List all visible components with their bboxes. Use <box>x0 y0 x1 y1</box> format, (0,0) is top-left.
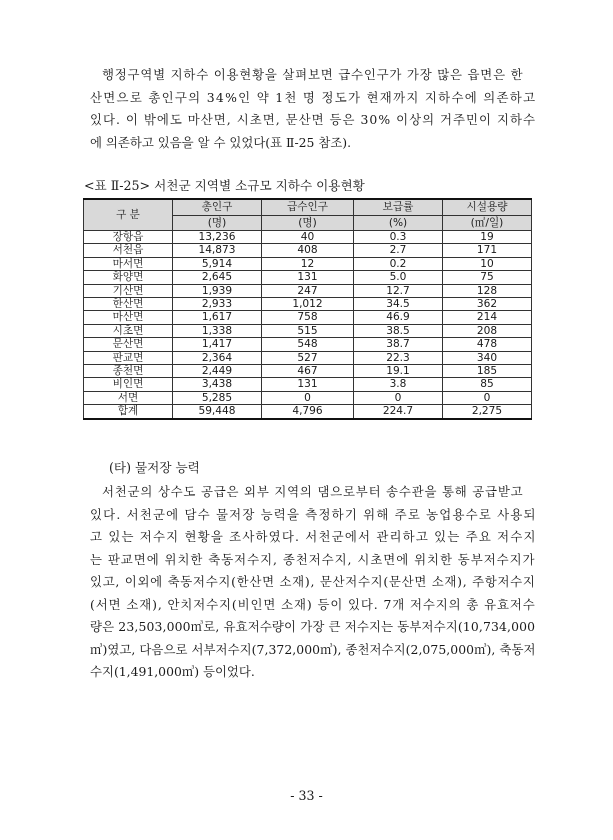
cell-facility-capacity: 185 <box>443 365 532 378</box>
table-row <box>84 311 532 324</box>
cell-total-population: 5,285 <box>173 391 262 404</box>
table-row <box>84 378 532 391</box>
cell-total-population: 2,364 <box>173 351 262 364</box>
cell-facility-capacity: 10 <box>443 257 532 270</box>
unit-served-population: (명) <box>262 215 354 231</box>
cell-served-population: 1,012 <box>262 298 354 311</box>
cell-served-population: 515 <box>262 324 354 337</box>
cell-region: 문산면 <box>84 338 173 351</box>
cell-served-population: 0 <box>262 391 354 404</box>
cell-served-population: 131 <box>262 378 354 391</box>
paragraph-groundwater-usage <box>90 64 535 154</box>
table-row <box>84 271 532 284</box>
table-row <box>84 338 532 351</box>
paragraph-line: 있다. 이 밖에도 마산면, 시초면, 문산면 등은 30% 이상의 거주민이 지하수 <box>90 112 536 127</box>
cell-coverage-rate: 5.0 <box>354 271 443 284</box>
cell-coverage-rate: 19.1 <box>354 365 443 378</box>
cell-region: 합계 <box>84 405 173 419</box>
cell-served-population: 758 <box>262 311 354 324</box>
cell-total-population: 5,914 <box>173 257 262 270</box>
cell-coverage-rate: 34.5 <box>354 298 443 311</box>
cell-coverage-rate: 2.7 <box>354 244 443 257</box>
cell-coverage-rate: 224.7 <box>354 405 443 419</box>
table-body <box>84 231 532 419</box>
paragraph-line: 수지(1,491,000㎥) 등이었다. <box>90 664 255 679</box>
cell-total-population: 2,645 <box>173 271 262 284</box>
cell-region: 서천읍 <box>84 244 173 257</box>
cell-total-population: 2,933 <box>173 298 262 311</box>
table-caption: <표 Ⅱ-25> 서천군 지역별 소규모 지하수 이용현황 <box>84 178 365 193</box>
cell-total-population: 2,449 <box>173 365 262 378</box>
table-row <box>84 324 532 337</box>
groundwater-table-container <box>83 198 531 420</box>
cell-coverage-rate: 0 <box>354 391 443 404</box>
paragraph-line: 량은 23,503,000㎥로, 유효저수량이 가장 큰 저수지는 동부저수지(10,734,000 <box>90 619 536 634</box>
cell-facility-capacity: 85 <box>443 378 532 391</box>
table-row <box>84 257 532 270</box>
cell-region: 장항읍 <box>84 231 173 244</box>
cell-facility-capacity: 2,275 <box>443 405 532 419</box>
paragraph-line: (서면 소재), 안치저수지(비인면 소재) 등이 있다. 7개 저수지의 총 유효저수 <box>90 596 536 612</box>
table-row <box>84 391 532 404</box>
cell-total-population: 59,448 <box>173 405 262 419</box>
table-total-row <box>84 405 532 419</box>
cell-total-population: 1,338 <box>173 324 262 337</box>
paragraph-line: 있다. 서천군에 담수 물저장 능력을 측정하기 위해 주로 농업용수로 사용되 <box>90 506 537 522</box>
unit-facility-capacity: (㎥/일) <box>443 215 532 231</box>
paragraph-line: 에 의존하고 있음을 알 수 있었다(표 Ⅱ-25 참조). <box>90 134 352 150</box>
cell-facility-capacity: 478 <box>443 338 532 351</box>
paragraph-line: 산면으로 총인구의 34%인 약 1천 명 정도가 현재까지 지하수에 의존하고 <box>90 89 537 105</box>
cell-coverage-rate: 46.9 <box>354 311 443 324</box>
cell-total-population: 3,438 <box>173 378 262 391</box>
table-row <box>84 365 532 378</box>
cell-total-population: 14,873 <box>173 244 262 257</box>
cell-served-population: 40 <box>262 231 354 244</box>
cell-facility-capacity: 75 <box>443 271 532 284</box>
paragraph-line: 는 판교면에 위치한 축동저수지, 종천저수지, 시초면에 위치한 동부저수지가 <box>90 551 536 567</box>
cell-served-population: 4,796 <box>262 405 354 419</box>
header-served-population: 급수인구 <box>262 199 354 215</box>
table-row <box>84 351 532 364</box>
cell-coverage-rate: 12.7 <box>354 284 443 297</box>
paragraph-line: 고 있는 저수지 현황을 조사하였다. 서천군에서 관리하고 있는 주요 저수지 <box>90 529 537 544</box>
cell-facility-capacity: 19 <box>443 231 532 244</box>
cell-region: 기산면 <box>84 284 173 297</box>
table-row <box>84 284 532 297</box>
paragraph-line: 행정구역별 지하수 이용현황을 살펴보면 급수인구가 가장 많은 읍면은 한 <box>102 67 524 82</box>
cell-facility-capacity: 362 <box>443 298 532 311</box>
cell-facility-capacity: 171 <box>443 244 532 257</box>
header-total-population: 총인구 <box>173 199 262 215</box>
cell-region: 마서면 <box>84 257 173 270</box>
cell-coverage-rate: 0.3 <box>354 231 443 244</box>
cell-region: 서면 <box>84 391 173 404</box>
cell-served-population: 548 <box>262 338 354 351</box>
cell-region: 시초면 <box>84 324 173 337</box>
cell-coverage-rate: 38.7 <box>354 338 443 351</box>
table-header-row <box>84 199 532 215</box>
paragraph-line: ㎥)였고, 다음으로 서부저수지(7,372,000㎥), 종천저수지(2,075,000㎥), 축동저 <box>90 641 536 657</box>
paragraph-water-storage <box>90 481 535 684</box>
cell-served-population: 131 <box>262 271 354 284</box>
cell-region: 비인면 <box>84 378 173 391</box>
cell-served-population: 527 <box>262 351 354 364</box>
unit-total-population: (명) <box>173 215 262 231</box>
header-coverage-rate: 보급률 <box>354 199 443 215</box>
cell-coverage-rate: 22.3 <box>354 351 443 364</box>
cell-total-population: 1,417 <box>173 338 262 351</box>
cell-served-population: 12 <box>262 257 354 270</box>
cell-facility-capacity: 128 <box>443 284 532 297</box>
cell-facility-capacity: 214 <box>443 311 532 324</box>
table-row <box>84 231 532 244</box>
cell-region: 화양면 <box>84 271 173 284</box>
cell-coverage-rate: 3.8 <box>354 378 443 391</box>
page-number: - 33 - <box>290 788 323 803</box>
cell-total-population: 1,617 <box>173 311 262 324</box>
cell-coverage-rate: 38.5 <box>354 324 443 337</box>
cell-region: 마산면 <box>84 311 173 324</box>
cell-facility-capacity: 0 <box>443 391 532 404</box>
paragraph-line: 있고, 이외에 축동저수지(한산면 소재), 문산저수지(문산면 소재), 주항저수지 <box>90 574 536 589</box>
cell-coverage-rate: 0.2 <box>354 257 443 270</box>
cell-total-population: 13,236 <box>173 231 262 244</box>
unit-coverage-rate: (%) <box>354 215 443 231</box>
cell-served-population: 467 <box>262 365 354 378</box>
cell-served-population: 408 <box>262 244 354 257</box>
cell-region: 한산면 <box>84 298 173 311</box>
header-region: 구 분 <box>84 199 173 231</box>
cell-region: 판교면 <box>84 351 173 364</box>
cell-region: 종천면 <box>84 365 173 378</box>
cell-total-population: 1,939 <box>173 284 262 297</box>
header-facility-capacity: 시설용량 <box>443 199 532 215</box>
table-row <box>84 298 532 311</box>
section-heading-water-storage: (타) 물저장 능력 <box>109 460 200 475</box>
paragraph-line: 서천군의 상수도 공급은 외부 지역의 댐으로부터 송수관을 통해 공급받고 <box>102 484 524 499</box>
cell-served-population: 247 <box>262 284 354 297</box>
table-row <box>84 244 532 257</box>
cell-facility-capacity: 340 <box>443 351 532 364</box>
cell-facility-capacity: 208 <box>443 324 532 337</box>
groundwater-usage-table <box>83 198 532 420</box>
